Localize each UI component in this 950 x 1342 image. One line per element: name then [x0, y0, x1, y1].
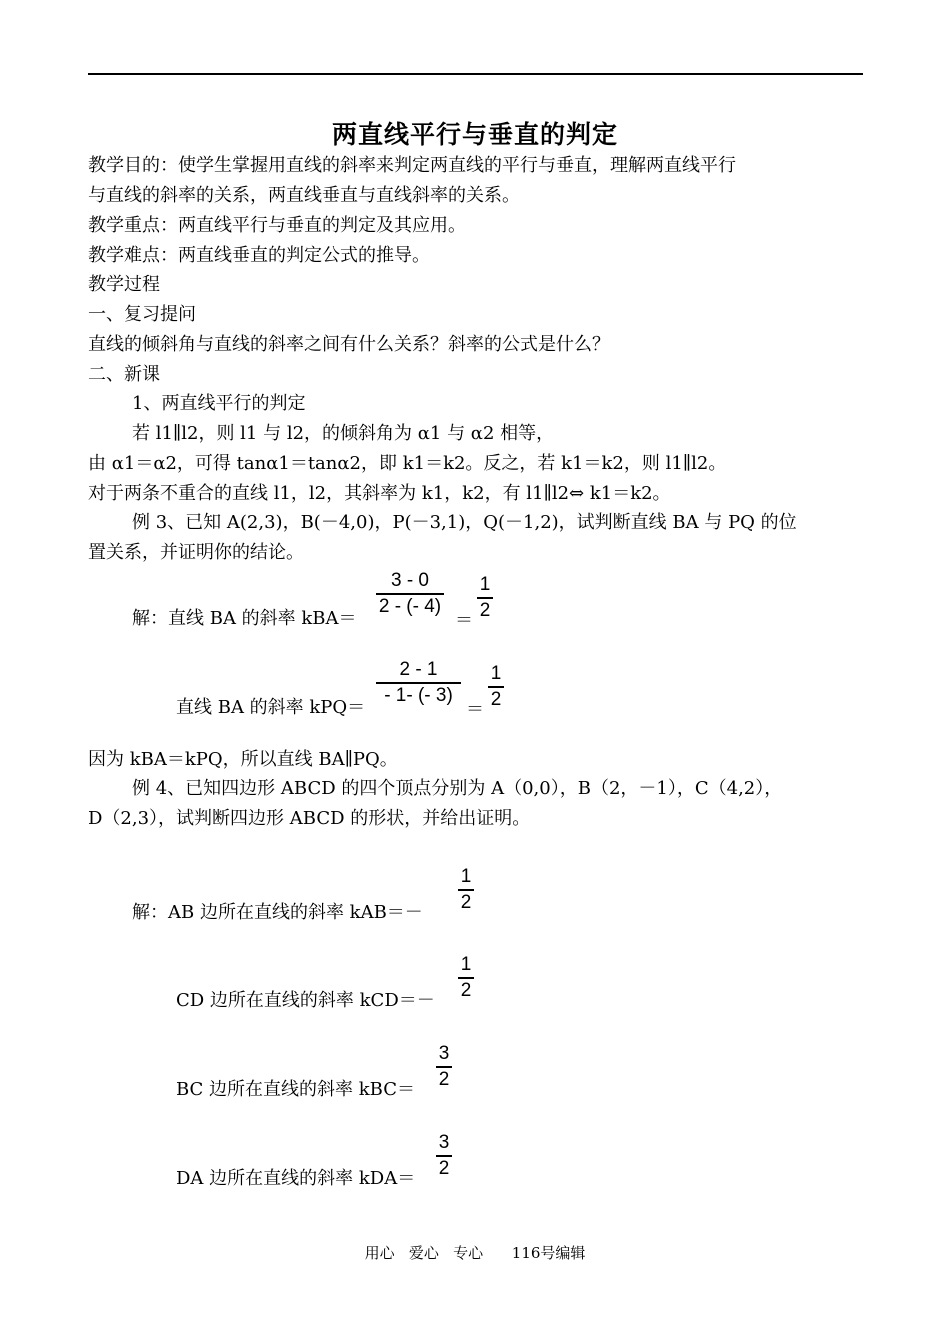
fraction-kpq	[376, 658, 461, 708]
solution-4-kbc-label: BC 边所在直线的斜率 kBC＝	[176, 1079, 416, 1100]
fraction-denominator: - 1- (- 3)	[384, 684, 453, 706]
difficulty: 教学难点：两直线垂直的判定公式的推导。	[88, 245, 430, 266]
fraction-denominator: 2	[490, 688, 502, 710]
objective-line-1: 教学目的：使学生掌握用直线的斜率来判定两直线的平行与垂直，理解两直线平行	[88, 155, 736, 176]
paragraph-3: 对于两条不重合的直线 l1，l2，其斜率为 k1，k2，有 l1∥l2⇔ k1＝k2。	[88, 483, 671, 504]
solution-4-kcd-label: CD 边所在直线的斜率 kCD＝－	[176, 990, 435, 1011]
fraction-half	[477, 573, 493, 623]
fraction-denominator: 2	[460, 891, 472, 913]
section-1-heading: 1、两直线平行的判定	[132, 393, 306, 414]
example-3-line-2: 置关系，并证明你的结论。	[88, 542, 304, 563]
fraction-numerator: 1	[460, 954, 472, 975]
fraction-kda	[436, 1131, 452, 1181]
fraction-kba	[376, 569, 444, 619]
example-4-line-1: 例 4、已知四边形 ABCD 的四个顶点分别为 A（0,0），B（2，－1），C（4,2），	[132, 778, 783, 799]
fraction-denominator: 2	[438, 1068, 450, 1090]
solution-3-kpq-label: 直线 BA 的斜率 kPQ＝	[176, 697, 366, 718]
fraction-numerator: 3	[438, 1043, 450, 1064]
fraction-kcd	[458, 953, 474, 1003]
paragraph-2: 由 α1＝α2，可得 tanα1＝tanα2，即 k1＝k2。反之，若 k1＝k2，则 l1∥l2。	[88, 453, 727, 474]
fraction-kab	[458, 865, 474, 915]
equals-sign: ＝	[466, 699, 484, 720]
paragraph-1: 若 l1∥l2，则 l1 与 l2，的倾斜角为 α1 与 α2 相等，	[132, 423, 555, 444]
process-heading: 教学过程	[88, 274, 160, 295]
review-question: 直线的倾斜角与直线的斜率之间有什么关系？斜率的公式是什么？	[88, 334, 610, 355]
example-3-line-1: 例 3、已知 A(2,3)，B(－4,0)，P(－3,1)，Q(－1,2)，试判断直线 BA 与 PQ 的位	[132, 512, 797, 533]
fraction-numerator: 1	[479, 574, 491, 595]
solution-4-kda-label: DA 边所在直线的斜率 kDA＝	[176, 1168, 416, 1189]
fraction-kbc	[436, 1042, 452, 1092]
fraction-denominator: 2	[479, 599, 491, 621]
fraction-denominator: 2	[460, 979, 472, 1001]
fraction-denominator: 2	[438, 1157, 450, 1179]
fraction-numerator: 1	[490, 663, 502, 684]
fraction-numerator: 3 - 0	[390, 570, 430, 591]
fraction-half	[488, 662, 504, 712]
page-footer: 用心 爱心 专心 116号编辑	[364, 1244, 586, 1262]
conclusion-3: 因为 kBA＝kPQ，所以直线 BA∥PQ。	[88, 749, 398, 770]
equals-sign: ＝	[455, 610, 473, 631]
fraction-numerator: 1	[460, 866, 472, 887]
solution-3-kba-label: 解：直线 BA 的斜率 kBA＝	[132, 608, 357, 629]
fraction-numerator: 2 - 1	[399, 659, 438, 680]
fraction-denominator: 2 - (- 4)	[378, 595, 442, 617]
objective-line-2: 与直线的斜率的关系，两直线垂直与直线斜率的关系。	[88, 185, 520, 206]
new-lesson-heading: 二、新课	[88, 364, 160, 385]
page-title: 两直线平行与垂直的判定	[331, 120, 618, 149]
fraction-numerator: 3	[438, 1132, 450, 1153]
key-point: 教学重点：两直线平行与垂直的判定及其应用。	[88, 215, 466, 236]
review-heading: 一、复习提问	[88, 304, 196, 325]
solution-4-kab-label: 解：AB 边所在直线的斜率 kAB＝－	[132, 902, 423, 923]
header-rule	[88, 73, 863, 75]
example-4-line-2: D（2,3），试判断四边形 ABCD 的形状，并给出证明。	[88, 808, 531, 829]
